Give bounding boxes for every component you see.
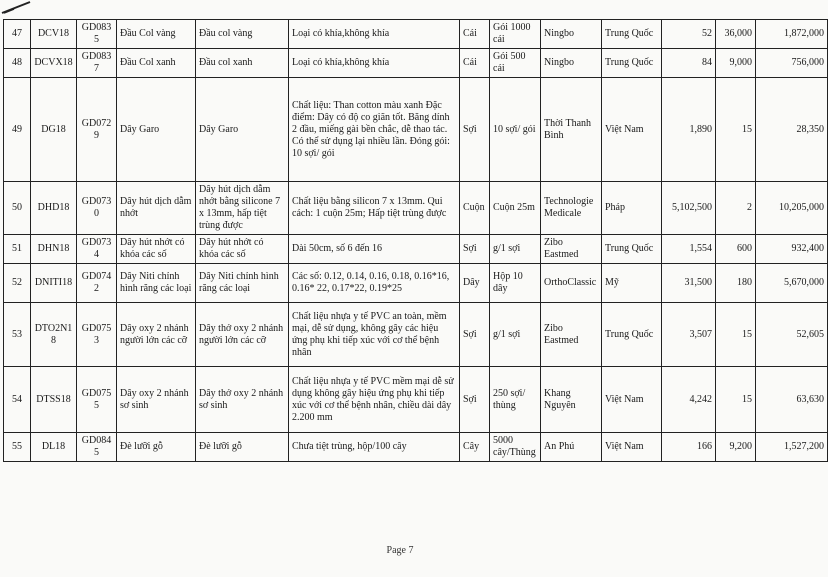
table-row	[4, 367, 828, 433]
packaging-cell: Hộp 10 dây	[490, 264, 541, 303]
item-full-name-cell: Dây hút dịch dẫm nhớt bằng silicone 7 x 13mm, hấp tiệt trùng được	[196, 182, 289, 235]
corner-scan-mark-icon	[0, 0, 36, 14]
total-amount-cell: 1,527,200	[756, 433, 828, 462]
item-spec-cell: Chất liệu nhựa y tế PVC an toàn, mềm mại, dễ sử dụng, không gây các hiệu ứng phụ khi tiếp xúc với cơ thể bệnh nhân	[289, 303, 460, 367]
item-code-cell: DL18	[31, 433, 77, 462]
total-amount-cell: 932,400	[756, 235, 828, 264]
manufacturer-cell: Ningbo	[541, 20, 602, 49]
item-code-cell: DHN18	[31, 235, 77, 264]
item-name-cell: Đầu Col xanh	[117, 49, 196, 78]
quantity-cell: 166	[662, 433, 716, 462]
product-table	[3, 19, 828, 462]
item-full-name-cell: Đầu col vàng	[196, 20, 289, 49]
manufacturer-cell: Khang Nguyên	[541, 367, 602, 433]
origin-country-cell: Mỹ	[602, 264, 662, 303]
page-number: Page 7	[386, 545, 414, 556]
packaging-cell: 250 sợi/ thùng	[490, 367, 541, 433]
row-number-cell: 48	[4, 49, 31, 78]
table-row	[4, 78, 828, 182]
quantity-cell: 31,500	[662, 264, 716, 303]
item-code-cell: DCV18	[31, 20, 77, 49]
item-full-name-cell: Đè lưỡi gỗ	[196, 433, 289, 462]
item-spec-cell: Dài 50cm, số 6 đến 16	[289, 235, 460, 264]
row-number-cell: 49	[4, 78, 31, 182]
item-full-name-cell: Dây thở oxy 2 nhánh sơ sinh	[196, 367, 289, 433]
origin-country-cell: Việt Nam	[602, 78, 662, 182]
packaging-cell: Gói 1000 cái	[490, 20, 541, 49]
table-row	[4, 433, 828, 462]
gd-code-cell: GD0730	[77, 182, 117, 235]
unit-price-cell: 9,000	[716, 49, 756, 78]
item-spec-cell: Loại có khía,không khía	[289, 49, 460, 78]
unit-price-cell: 600	[716, 235, 756, 264]
row-number-cell: 51	[4, 235, 31, 264]
item-spec-cell: Các số: 0.12, 0.14, 0.16, 0.18, 0.16*16, 0.16* 22, 0.17*22, 0.19*25	[289, 264, 460, 303]
packaging-cell: 5000 cây/Thùng	[490, 433, 541, 462]
table-row	[4, 182, 828, 235]
packaging-cell: Gói 500 cái	[490, 49, 541, 78]
item-spec-cell: Chất liệu nhựa y tế PVC mềm mại dễ sử dụng không gây hiệu ứng phụ khi tiếp xúc với cơ thể bệnh nhân, chiều dài dây 2.200 mm	[289, 367, 460, 433]
row-number-cell: 47	[4, 20, 31, 49]
quantity-cell: 5,102,500	[662, 182, 716, 235]
quantity-cell: 84	[662, 49, 716, 78]
manufacturer-cell: An Phú	[541, 433, 602, 462]
quantity-cell: 4,242	[662, 367, 716, 433]
item-code-cell: DTSS18	[31, 367, 77, 433]
gd-code-cell: GD0845	[77, 433, 117, 462]
origin-country-cell: Việt Nam	[602, 433, 662, 462]
item-code-cell: DTO2N18	[31, 303, 77, 367]
quantity-cell: 1,554	[662, 235, 716, 264]
item-full-name-cell: Dây Niti chỉnh hình răng các loại	[196, 264, 289, 303]
item-code-cell: DG18	[31, 78, 77, 182]
table-body	[4, 20, 828, 462]
item-name-cell: Dây Niti chỉnh hình răng các loại	[117, 264, 196, 303]
unit-price-cell: 180	[716, 264, 756, 303]
total-amount-cell: 756,000	[756, 49, 828, 78]
total-amount-cell: 10,205,000	[756, 182, 828, 235]
row-number-cell: 50	[4, 182, 31, 235]
item-name-cell: Dây hút dịch dẫm nhớt	[117, 182, 196, 235]
manufacturer-cell: Ningbo	[541, 49, 602, 78]
unit-cell: Cái	[460, 49, 490, 78]
origin-country-cell: Trung Quốc	[602, 20, 662, 49]
item-name-cell: Dây oxy 2 nhánh người lớn các cỡ	[117, 303, 196, 367]
item-code-cell: DHD18	[31, 182, 77, 235]
origin-country-cell: Trung Quốc	[602, 235, 662, 264]
unit-cell: Cuộn	[460, 182, 490, 235]
manufacturer-cell: Zibo Eastmed	[541, 235, 602, 264]
manufacturer-cell: OrthoClassic	[541, 264, 602, 303]
item-name-cell: Dây Garo	[117, 78, 196, 182]
unit-price-cell: 15	[716, 78, 756, 182]
unit-price-cell: 9,200	[716, 433, 756, 462]
unit-cell: Cái	[460, 20, 490, 49]
item-name-cell: Đầu Col vàng	[117, 20, 196, 49]
total-amount-cell: 1,872,000	[756, 20, 828, 49]
item-name-cell: Đè lưỡi gỗ	[117, 433, 196, 462]
unit-price-cell: 15	[716, 303, 756, 367]
item-name-cell: Dây hút nhớt có khóa các số	[117, 235, 196, 264]
gd-code-cell: GD0742	[77, 264, 117, 303]
packaging-cell: g/1 sợi	[490, 235, 541, 264]
unit-cell: Sợi	[460, 235, 490, 264]
table-row	[4, 303, 828, 367]
table-row	[4, 20, 828, 49]
quantity-cell: 3,507	[662, 303, 716, 367]
item-code-cell: DNITI18	[31, 264, 77, 303]
item-full-name-cell: Dây thở oxy 2 nhánh người lớn các cỡ	[196, 303, 289, 367]
unit-cell: Cây	[460, 433, 490, 462]
origin-country-cell: Việt Nam	[602, 367, 662, 433]
origin-country-cell: Trung Quốc	[602, 303, 662, 367]
unit-price-cell: 36,000	[716, 20, 756, 49]
item-name-cell: Dây oxy 2 nhánh sơ sinh	[117, 367, 196, 433]
quantity-cell: 52	[662, 20, 716, 49]
total-amount-cell: 63,630	[756, 367, 828, 433]
total-amount-cell: 28,350	[756, 78, 828, 182]
quantity-cell: 1,890	[662, 78, 716, 182]
item-full-name-cell: Đầu col xanh	[196, 49, 289, 78]
gd-code-cell: GD0729	[77, 78, 117, 182]
packaging-cell: g/1 sợi	[490, 303, 541, 367]
item-full-name-cell: Dây Garo	[196, 78, 289, 182]
row-number-cell: 55	[4, 433, 31, 462]
item-spec-cell: Chất liệu: Than cotton màu xanh Đặc điểm: Dây có độ co giãn tốt. Băng dính 2 đầu, miếng gài bền chắc, dễ thao tác. Có thể sử dụng lại nhiều lần. Đóng gói: 10 sợi/ gói	[289, 78, 460, 182]
unit-price-cell: 2	[716, 182, 756, 235]
unit-price-cell: 15	[716, 367, 756, 433]
unit-cell: Sợi	[460, 78, 490, 182]
gd-code-cell: GD0835	[77, 20, 117, 49]
item-spec-cell: Chưa tiệt trùng, hộp/100 cây	[289, 433, 460, 462]
origin-country-cell: Trung Quốc	[602, 49, 662, 78]
gd-code-cell: GD0755	[77, 367, 117, 433]
table-row	[4, 235, 828, 264]
row-number-cell: 53	[4, 303, 31, 367]
unit-cell: Sợi	[460, 367, 490, 433]
unit-cell: Dây	[460, 264, 490, 303]
table-row	[4, 49, 828, 78]
item-spec-cell: Chất liệu bằng silicon 7 x 13mm. Qui cách: 1 cuộn 25m; Hấp tiệt trùng được	[289, 182, 460, 235]
item-code-cell: DCVX18	[31, 49, 77, 78]
row-number-cell: 54	[4, 367, 31, 433]
gd-code-cell: GD0734	[77, 235, 117, 264]
item-spec-cell: Loại có khía,không khía	[289, 20, 460, 49]
packaging-cell: 10 sợi/ gói	[490, 78, 541, 182]
manufacturer-cell: Technologie Medicale	[541, 182, 602, 235]
total-amount-cell: 52,605	[756, 303, 828, 367]
packaging-cell: Cuộn 25m	[490, 182, 541, 235]
gd-code-cell: GD0753	[77, 303, 117, 367]
row-number-cell: 52	[4, 264, 31, 303]
manufacturer-cell: Thời Thanh Bình	[541, 78, 602, 182]
total-amount-cell: 5,670,000	[756, 264, 828, 303]
item-full-name-cell: Dây hút nhớt có khóa các số	[196, 235, 289, 264]
table-row	[4, 264, 828, 303]
unit-cell: Sợi	[460, 303, 490, 367]
origin-country-cell: Pháp	[602, 182, 662, 235]
manufacturer-cell: Zibo Eastmed	[541, 303, 602, 367]
gd-code-cell: GD0837	[77, 49, 117, 78]
